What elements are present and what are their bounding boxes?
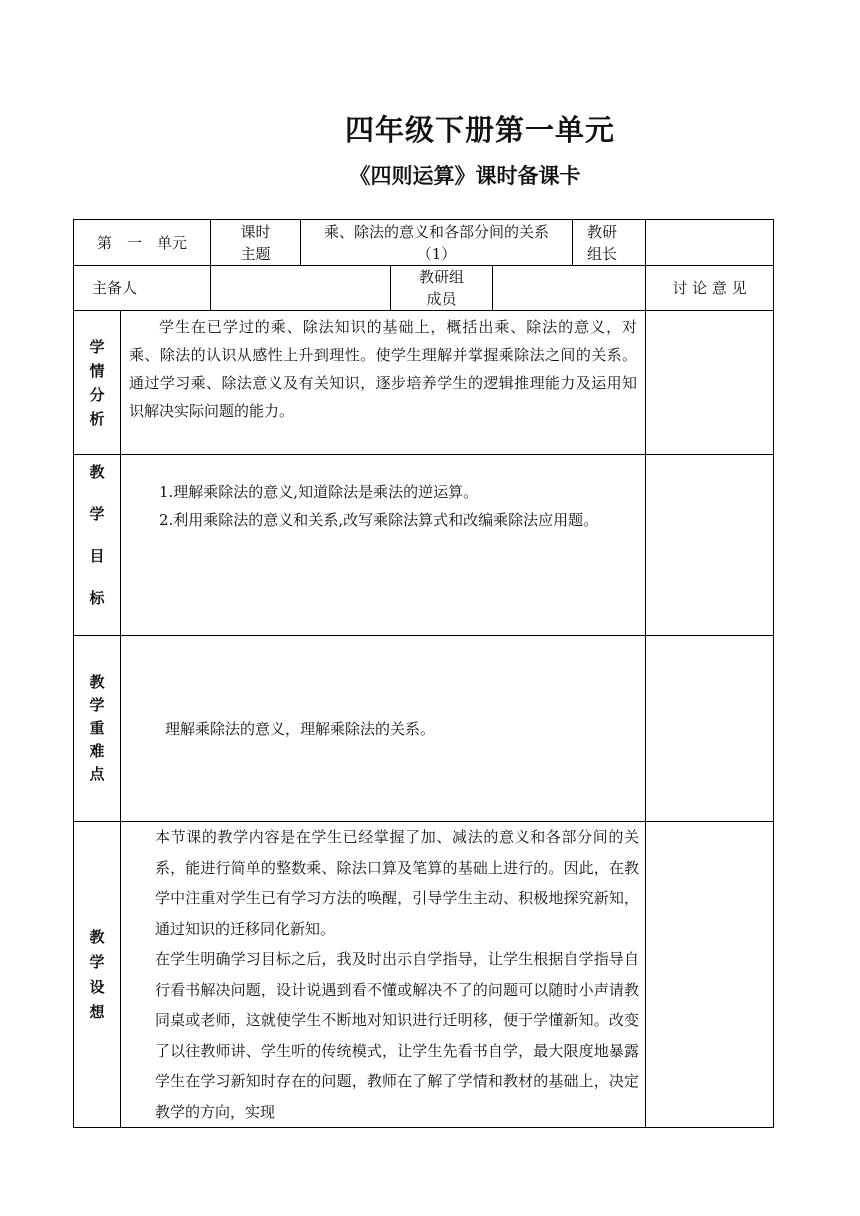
page-title: 四年级下册第一单元: [344, 113, 615, 147]
goal-item: 1.理解乘除法的意义,知道除法是乘法的逆运算。: [159, 483, 479, 501]
leader-label-cell: [573, 220, 646, 266]
preparer-value-cell: [211, 266, 391, 311]
analysis-label-char: 情: [89, 361, 105, 380]
analysis-text: 学生在已学过的乘、除法知识的基础上，概括出乘、除法的意义，对乘、除法的认识从感性上升到理性。使学生理解并掌握乘除法之间的关系。通过学习乘、除法意义及有关知识，逐步培养学生的逻辑推理能力及运用知识解决实际问题的能力。: [129, 318, 638, 420]
keypoints-label-char: 点: [89, 765, 105, 783]
goal-item: 2.利用乘除法的意义和关系,改写乘除法算式和改编乘除法应用题。: [159, 511, 599, 529]
analysis-discussion: [646, 311, 774, 455]
topic-line2: （1）: [416, 244, 457, 263]
design-label-char: 设: [89, 977, 105, 996]
keypoints-content: [121, 636, 646, 822]
leader-label-line2: 组长: [587, 244, 618, 263]
analysis-content: [121, 311, 646, 455]
preparer-label-cell: 主备人: [74, 266, 211, 311]
header-row-1: [74, 220, 774, 266]
keypoints-label-char: 教: [89, 673, 105, 691]
keypoints-label-char: 重: [89, 719, 105, 737]
goals-label: [74, 455, 121, 636]
design-label-char: 学: [89, 952, 105, 971]
unit-cell: 第 一 单元: [74, 220, 211, 266]
leader-value-cell: [646, 220, 774, 266]
page-subtitle: 《四则运算》课时备课卡: [349, 164, 581, 188]
goals-label-char: 教: [89, 463, 105, 481]
goals-row: [74, 455, 774, 636]
analysis-label: [74, 311, 121, 455]
design-discussion: [646, 822, 774, 1128]
goals-label-char: 标: [89, 589, 105, 607]
goals-label-char: 目: [89, 547, 105, 565]
discussion-label-cell: 讨 论 意 见: [646, 266, 774, 311]
goals-discussion: [646, 455, 774, 636]
goals-content: [121, 455, 646, 636]
analysis-label-char: 析: [89, 409, 105, 428]
members-label-cell: [391, 266, 493, 311]
topic-label-line2: 主题: [240, 244, 271, 263]
topic-label-cell: [211, 220, 301, 266]
analysis-label-char: 学: [89, 337, 105, 356]
design-label-char: 教: [89, 927, 105, 946]
design-text-1: 本节课的教学内容是在学生已经掌握了加、减法的意义和各部分间的关系，能进行简单的整数乘、除法口算及笔算的基础上进行的。因此，在教学中注重对学生已有学习方法的唤醒，引导学生主动、积极地探究新知，通过知识的迁移同化新知。: [155, 828, 640, 938]
topic-value-cell: [301, 220, 573, 266]
design-content: [121, 822, 646, 1128]
leader-label-line1: 教研: [587, 222, 618, 241]
design-label: [74, 822, 121, 1128]
goals-label-char: 学: [89, 505, 105, 523]
topic-label-line1: 课时: [240, 222, 271, 241]
lesson-card-table: [73, 219, 774, 1128]
design-row: [74, 822, 774, 1128]
design-text-2: 在学生明确学习目标之后，我及时出示自学指导，让学生根据自学指导自行看书解决问题，设计说遇到看不懂或解决不了的问题可以随时小声请教同桌或老师，这就使学生不断地对知识进行迁明移，便于学懂新知。改变了以往教师讲、学生听的传统模式，让学生先看书自学，最大限度地暴露学生在学习新知时存在的问题，教师在了解了学情和教材的基础上，决定教学的方向，实现: [155, 950, 640, 1121]
keypoints-text: 理解乘除法的意义，理解乘除法的关系。: [165, 719, 436, 738]
topic-line1: 乘、除法的意义和各部分间的关系: [324, 222, 550, 241]
keypoints-row: [74, 636, 774, 822]
design-label-char: 想: [89, 1002, 105, 1021]
analysis-row: [74, 311, 774, 455]
analysis-label-char: 分: [89, 385, 105, 404]
keypoints-label-char: 学: [89, 696, 105, 714]
header-row-2: [74, 266, 774, 311]
keypoints-label: [74, 636, 121, 822]
members-label-line1: 教研组: [419, 268, 465, 286]
keypoints-discussion: [646, 636, 774, 822]
members-value-cell: [493, 266, 646, 311]
keypoints-label-char: 难: [89, 742, 105, 760]
members-label-line2: 成员: [426, 290, 457, 308]
